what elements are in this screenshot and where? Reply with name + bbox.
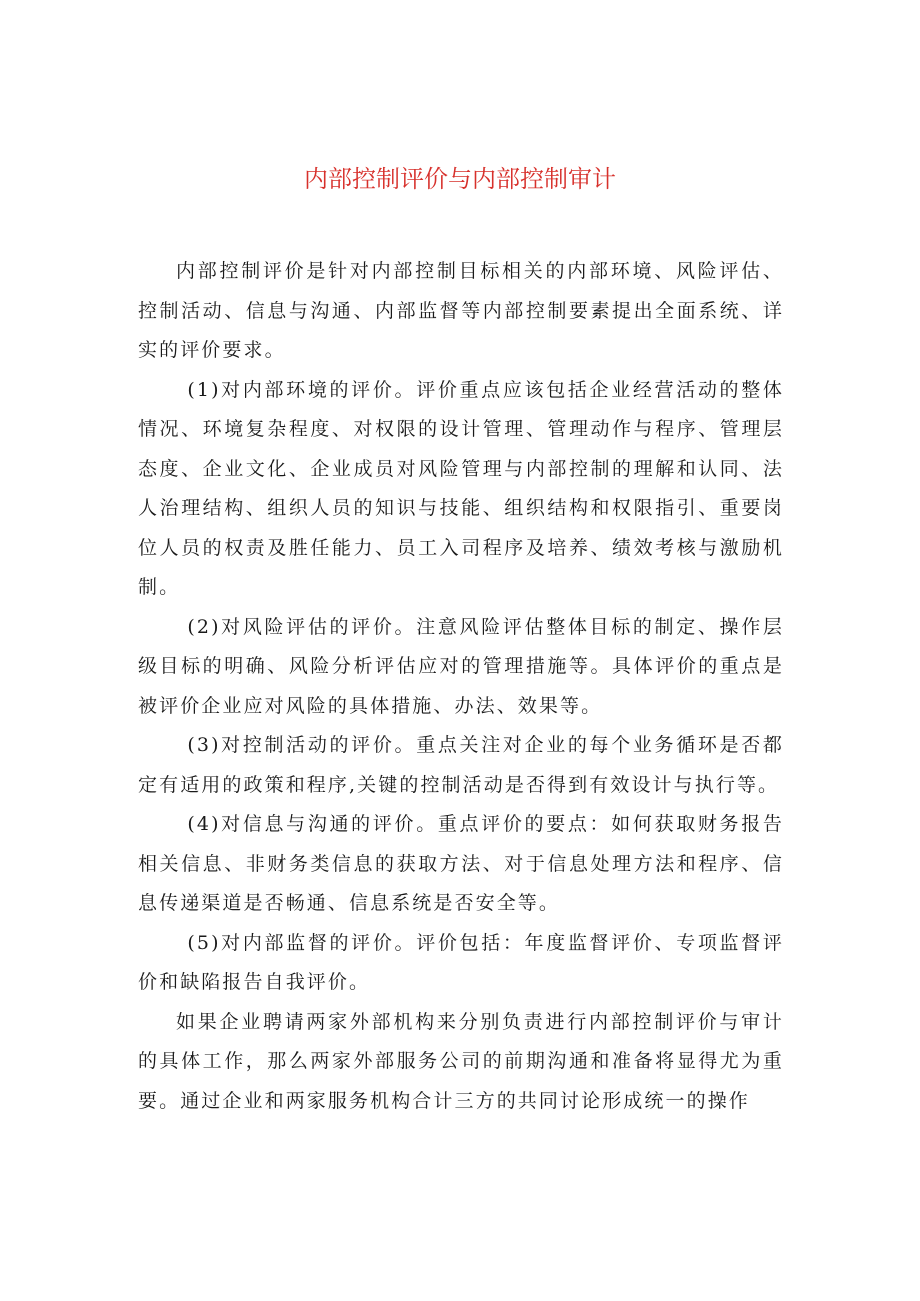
document-title: 内部控制评价与内部控制审计: [304, 165, 616, 193]
paragraph-external-agencies: 如果企业聘请两家外部机构来分别负责进行内部控制评价与审计的具体工作，那么两家外部服务公司的前期沟通和准备将显得尤为重要。通过企业和两家服务机构合计三方的共同讨论形成统一的操作: [138, 1010, 784, 1112]
intro-paragraph: 内部控制评价是针对内部控制目标相关的内部环境、风险评估、控制活动、信息与沟通、内部监督等内部控制要素提出全面系统、详实的评价要求。: [138, 260, 784, 361]
paragraph-information-communication: (4)对信息与沟通的评价。重点评价的要点：如何获取财务报告相关信息、非财务类信息的获取方法、对于信息处理方法和程序、信息传递渠道是否畅通、信息系统是否安全等。: [138, 813, 784, 914]
paragraph-risk-assessment: (2)对风险评估的评价。注意风险评估整体目标的制定、操作层级目标的明确、风险分析评估应对的管理措施等。具体评价的重点是被评价企业应对风险的具体措施、办法、效果等。: [138, 615, 784, 717]
document-body: [138, 252, 784, 1121]
paragraph-internal-environment: (1)对内部环境的评价。评价重点应该包括企业经营活动的整体情况、环境复杂程度、对权限的设计管理、管理动作与程序、管理层态度、企业文化、企业成员对风险管理与内部控制的理解和认同、法人治理结构、组织人员的知识与技能、组织结构和权限指引、重要岗位人员的权责及胜任能力、员工入司程序及培养、绩效考核与激励机制。: [138, 378, 784, 598]
paragraph-control-activities: (3)对控制活动的评价。重点关注对企业的每个业务循环是否都定有适用的政策和程序,关键的控制活动是否得到有效设计与执行等。: [138, 734, 784, 796]
paragraph-internal-supervision: (5)对内部监督的评价。评价包括：年度监督评价、专项监督评价和缺陷报告自我评价。: [138, 931, 784, 993]
